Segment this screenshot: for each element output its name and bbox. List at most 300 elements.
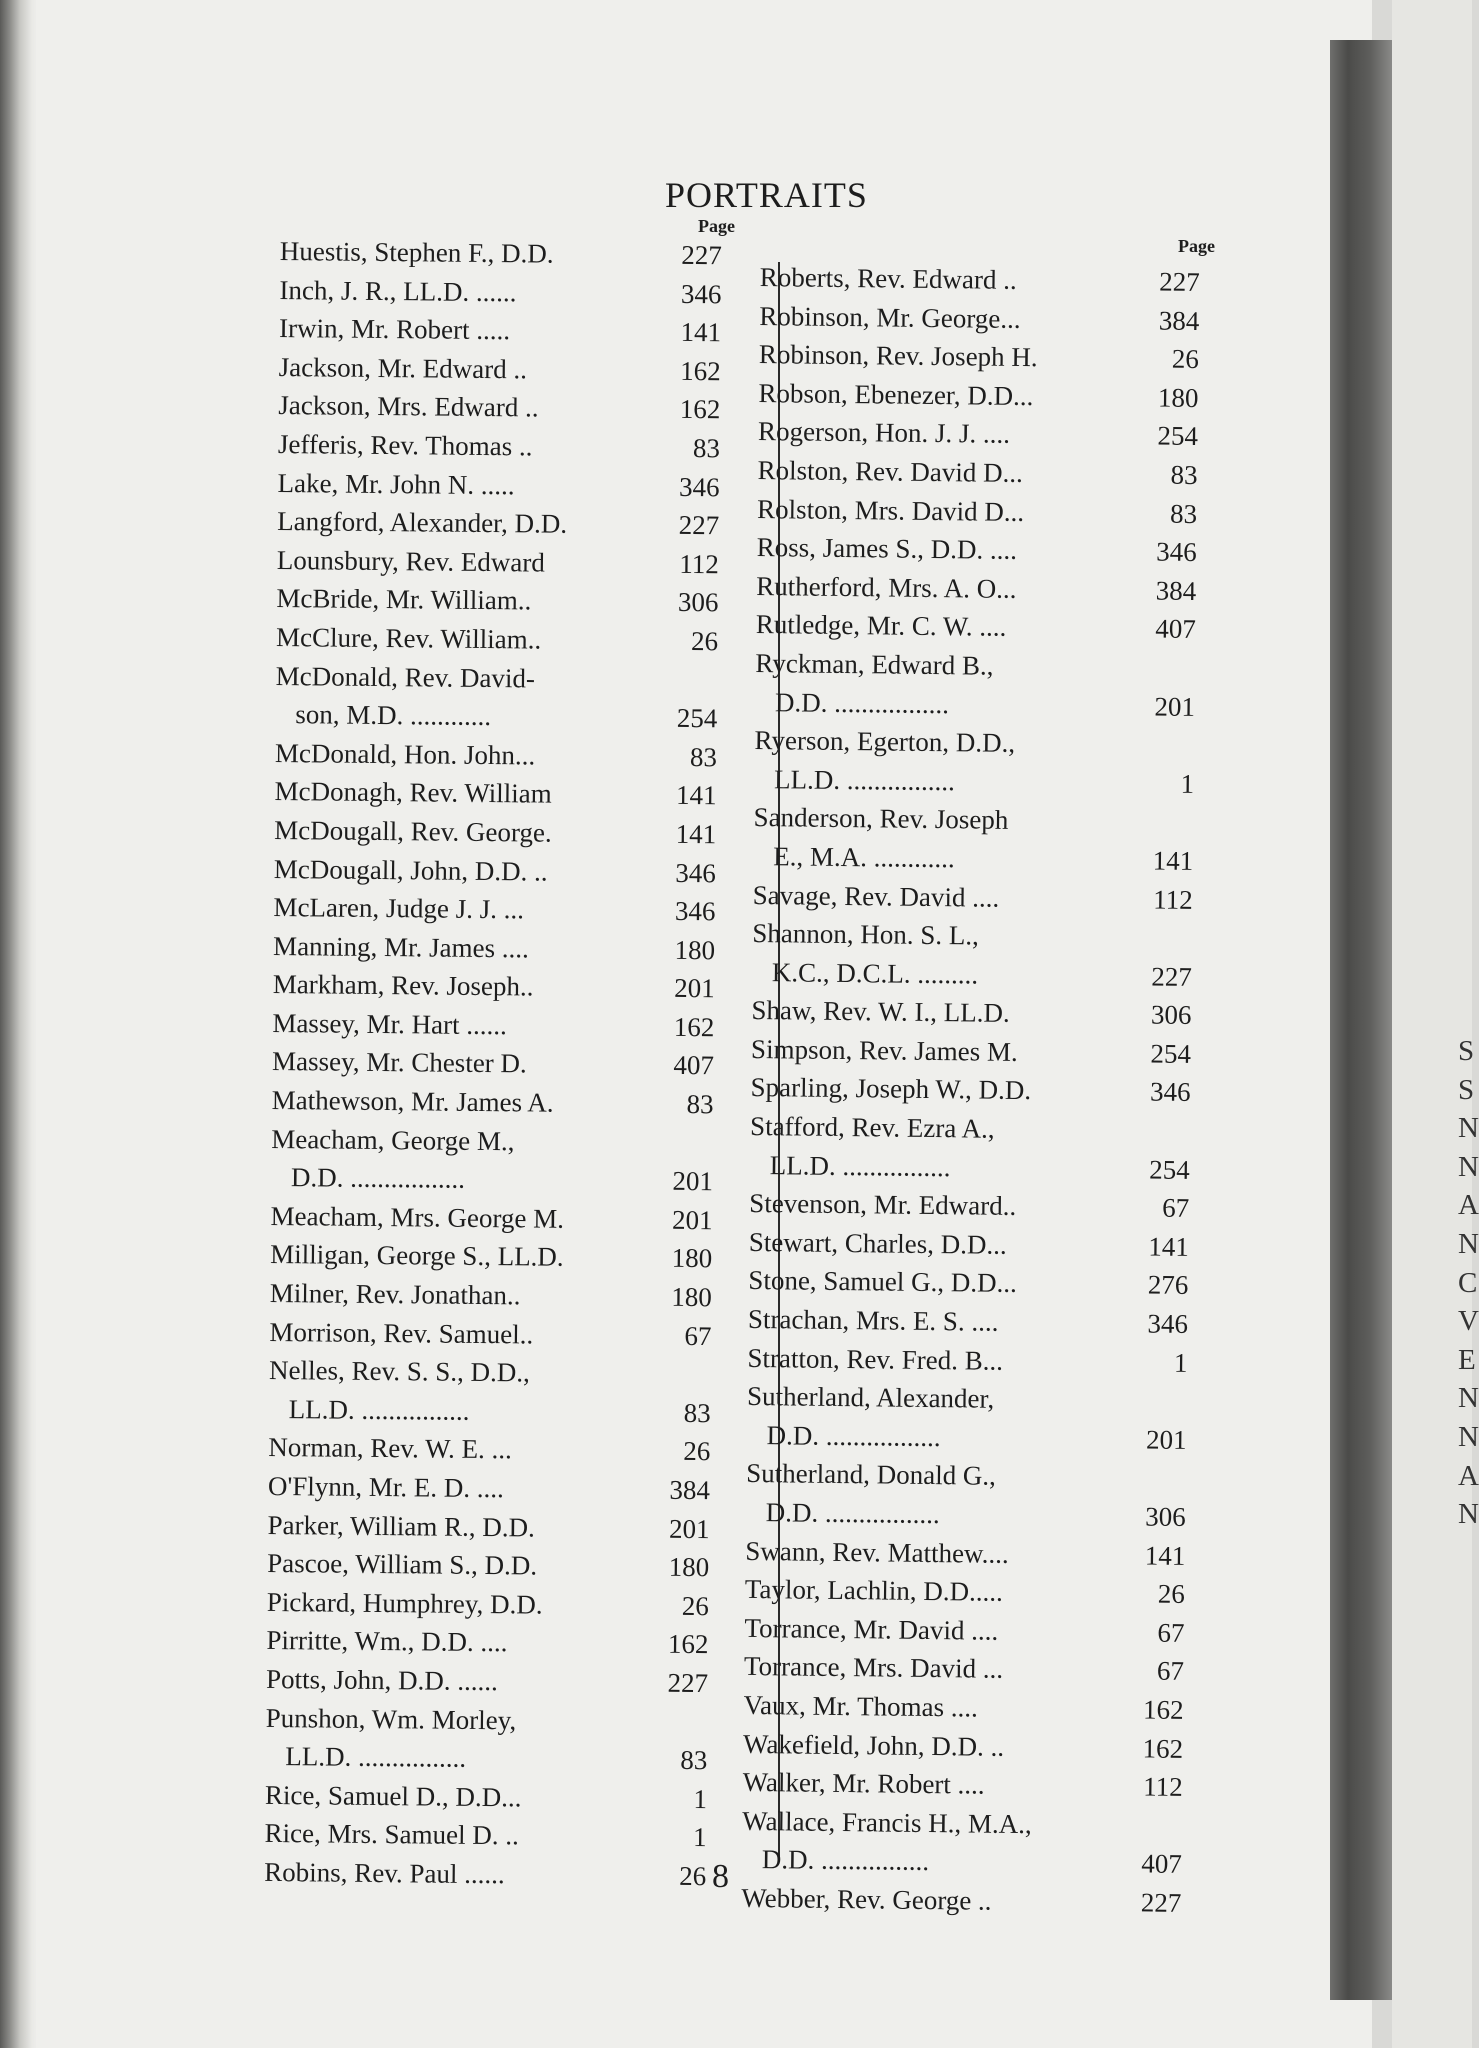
entry-name (759, 335, 1137, 378)
entry-name-line: Norman, Rev. W. E. ... (268, 1432, 512, 1465)
index-entry (749, 1223, 1189, 1267)
entry-name-line: Sparling, Joseph W., D.D. (750, 1072, 1032, 1106)
entry-page-number: 1 (1173, 1347, 1188, 1378)
right-page-column-header: Page (1178, 236, 1215, 256)
entry-name-line: Langford, Alexander, D.D. (277, 506, 568, 539)
entry-name (744, 1609, 1122, 1652)
index-entry (272, 1042, 714, 1085)
facing-page-letter: N (1458, 1150, 1479, 1183)
entry-name (749, 1223, 1127, 1266)
index-entry (759, 297, 1199, 341)
entry-name (748, 1261, 1126, 1304)
entry-page-number: 83 (692, 432, 721, 464)
entry-page-number: 384 (669, 1474, 711, 1506)
entry-name-line: McDonagh, Rev. William (274, 776, 552, 809)
entry-page-number: 227 (1151, 961, 1193, 992)
entry-name-line: Markham, Rev. Joseph.. (272, 969, 534, 1002)
entry-page-number: 180 (671, 1243, 713, 1274)
facing-page-letter: E (1458, 1343, 1476, 1376)
index-entry (751, 991, 1191, 1035)
entry-name-line: Pickard, Humphrey, D.D. (266, 1586, 543, 1620)
entry-name-line: Rogerson, Hon. J. J. .... (757, 416, 1011, 450)
entry-name-line: Irwin, Mr. Robert ..... (278, 313, 511, 346)
entry-name-line: Mathewson, Mr. James A. (271, 1085, 554, 1118)
entry-name-line: Jackson, Mr. Edward .. (278, 351, 528, 385)
entry-name-line: Stafford, Rev. Ezra A., (749, 1111, 995, 1144)
entry-name (745, 1532, 1123, 1575)
entry-name (749, 1184, 1127, 1227)
entry-name-line: Manning, Mr. James .... (273, 930, 530, 964)
entry-name-continuation: D.D. ................. (290, 1162, 466, 1195)
entry-name-line: Torrance, Mr. David .... (744, 1612, 999, 1646)
entry-name-line: Rolston, Mrs. David D... (756, 493, 1025, 527)
entry-page-number: 83 (1169, 498, 1198, 529)
entry-name (272, 1004, 652, 1046)
entry-name-line: McDougall, John, D.D. .. (273, 853, 548, 887)
entry-name-line: Potts, John, D.D. ...... (265, 1663, 499, 1697)
index-entry (745, 1570, 1185, 1614)
entry-name-line: Simpson, Rev. James M. (750, 1033, 1018, 1067)
entry-name (753, 798, 1132, 879)
index-entry (280, 232, 722, 275)
index-entry (268, 1428, 710, 1471)
entry-name-line: Taylor, Lachlin, D.D..... (744, 1574, 1004, 1608)
index-entry (756, 528, 1196, 572)
entry-name-line: Massey, Mr. Hart ...... (272, 1007, 508, 1041)
index-entry (276, 618, 718, 661)
entry-name-line: Rice, Samuel D., D.D... (264, 1779, 522, 1813)
index-entry (760, 258, 1200, 302)
book-gutter-shadow (1330, 40, 1392, 2000)
entry-page-number: 254 (1157, 420, 1199, 452)
entry-page-number: 67 (1157, 1617, 1185, 1648)
entry-name-continuation: LL.D. ................ (285, 1741, 467, 1774)
entry-page-number: 201 (672, 1166, 714, 1197)
index-entry (265, 1776, 707, 1819)
entry-name (270, 1274, 650, 1316)
entry-page-number: 306 (677, 587, 719, 618)
entry-page-number: 67 (1156, 1655, 1185, 1687)
entry-page-number: 254 (676, 702, 718, 734)
index-entry (278, 425, 720, 468)
entry-name-continuation: E., M.A. ............ (773, 841, 955, 874)
index-entry (266, 1660, 708, 1703)
entry-name (271, 1120, 652, 1201)
entry-name-line: McDougall, Rev. George. (274, 814, 552, 848)
entry-page-number: 180 (1157, 382, 1199, 413)
entry-name-line: Inch, J. R., LL.D. ...... (279, 274, 517, 307)
entry-page-number: 180 (668, 1551, 710, 1583)
entry-name (267, 1506, 647, 1548)
index-entry (275, 657, 718, 738)
entry-page-number: 276 (1147, 1269, 1189, 1301)
index-entry (746, 1377, 1187, 1459)
entry-name-line: Meacham, Mrs. George M. (270, 1200, 565, 1234)
index-entry (742, 1763, 1182, 1807)
entry-name (270, 1197, 650, 1239)
facing-page-letters (1458, 1032, 1478, 1534)
entry-name (746, 1377, 1125, 1458)
index-entry (750, 1068, 1190, 1112)
entry-name (755, 644, 1134, 725)
entry-name-line: McDonald, Hon. John... (274, 737, 536, 771)
entry-page-number: 254 (1149, 1154, 1190, 1185)
entry-name-line: Morrison, Rev. Samuel.. (269, 1316, 534, 1350)
index-entry (277, 502, 719, 545)
index-entry (267, 1506, 709, 1549)
entry-name (745, 1570, 1123, 1613)
index-entry (279, 309, 721, 352)
entry-name (267, 1544, 647, 1586)
index-entry (743, 1686, 1183, 1730)
entry-name (267, 1583, 647, 1625)
entry-name-line: Webber, Rev. George .. (741, 1882, 992, 1916)
entry-name-line: Swann, Rev. Matthew.... (745, 1535, 1009, 1569)
index-entry (279, 348, 721, 391)
entry-page-number: 162 (680, 355, 721, 387)
index-entry (756, 567, 1196, 611)
entry-page-number: 1 (693, 1783, 708, 1814)
entry-name (274, 849, 654, 891)
entry-name-line: Torrance, Mrs. David ... (743, 1651, 1004, 1685)
index-entry (744, 1609, 1184, 1653)
entry-name-continuation: LL.D. ................ (773, 763, 955, 796)
entry-page-number: 26 (683, 1436, 711, 1467)
entry-page-number: 67 (684, 1320, 712, 1351)
entry-name (279, 309, 659, 351)
entry-name-line: Jackson, Mrs. Edward .. (278, 390, 539, 423)
entry-name (264, 1814, 644, 1856)
entry-name (274, 811, 654, 853)
entry-name-continuation: D.D. ................. (774, 686, 950, 719)
entry-name (751, 1030, 1129, 1073)
entry-name (279, 348, 659, 390)
entry-name-line: Ryckman, Edward B., (755, 647, 994, 681)
entry-name-continuation: son, M.D. ............ (295, 699, 492, 732)
entry-name (747, 1339, 1125, 1382)
entry-name (278, 386, 658, 428)
entry-name-line: Wallace, Francis H., M.A., (742, 1805, 1032, 1839)
entry-page-number: 306 (1150, 999, 1192, 1031)
entry-name-line: Robinson, Mr. George... (759, 300, 1021, 334)
facing-page-letter: N (1458, 1420, 1479, 1453)
entry-name-line: Sutherland, Donald G., (746, 1458, 997, 1492)
entry-name (760, 258, 1138, 301)
entry-page-number: 83 (1170, 459, 1198, 490)
entry-name-line: Rice, Mrs. Samuel D. .. (264, 1818, 519, 1851)
entry-name (756, 605, 1134, 648)
index-entry (753, 798, 1194, 880)
index-entry (759, 335, 1199, 379)
index-entry (276, 579, 718, 622)
entry-name-line: Stratton, Rev. Fred. B... (747, 1342, 1004, 1376)
right-column-index (741, 258, 1200, 1922)
index-entry (274, 849, 716, 892)
facing-page-edge (1392, 0, 1472, 2048)
entry-name (744, 1647, 1122, 1690)
entry-page-number: 346 (678, 471, 720, 502)
index-entry (749, 1184, 1189, 1228)
entry-name (269, 1313, 649, 1355)
entry-name-continuation: LL.D. ................ (288, 1393, 470, 1426)
entry-name-line: Parker, William R., D.D. (267, 1509, 536, 1543)
entry-name (759, 297, 1137, 340)
entry-page-number: 227 (667, 1667, 709, 1699)
index-entry (270, 1197, 712, 1240)
entry-page-number: 227 (1140, 1887, 1182, 1918)
entry-page-number: 201 (1145, 1424, 1187, 1455)
index-entry (270, 1274, 712, 1317)
index-entry (749, 1107, 1190, 1189)
entry-page-number: 26 (679, 1860, 707, 1892)
entry-page-number: 67 (1162, 1192, 1190, 1224)
entry-name (268, 1428, 648, 1470)
entry-name-continuation: K.C., D.C.L. ......... (771, 956, 979, 990)
entry-page-number: 1 (1180, 768, 1195, 799)
entry-page-number: 162 (679, 394, 721, 425)
entry-name (746, 1454, 1125, 1535)
entry-page-number: 201 (671, 1204, 713, 1236)
entry-page-number: 407 (1155, 613, 1196, 645)
facing-page-letter: A (1458, 1459, 1479, 1492)
entry-name-line: Milligan, George S., LL.D. (270, 1239, 564, 1273)
index-entry (269, 1313, 711, 1356)
index-entry (277, 541, 719, 584)
entry-name (277, 464, 657, 506)
entry-page-number: 141 (680, 317, 722, 348)
entry-name-line: Stone, Samuel G., D.D... (748, 1265, 1018, 1299)
entry-name (273, 965, 653, 1007)
entry-page-number: 201 (668, 1513, 710, 1544)
entry-name-line: McLaren, Judge J. J. ... (273, 892, 525, 925)
entry-name-line: Nelles, Rev. S. S., D.D., (268, 1355, 530, 1388)
entry-name-line: Jefferis, Rev. Thomas .. (277, 428, 533, 462)
entry-name (754, 721, 1133, 802)
entry-name-line: Stevenson, Mr. Edward.. (749, 1188, 1017, 1222)
entry-name-line: Robins, Rev. Paul ...... (264, 1856, 505, 1890)
facing-page-letter: N (1458, 1498, 1479, 1531)
entry-name-line: Sanderson, Rev. Joseph (753, 802, 1009, 836)
index-entry (746, 1454, 1187, 1536)
index-entry (265, 1698, 708, 1779)
facing-page-letter: A (1458, 1189, 1479, 1222)
entry-name-line: Rutledge, Mr. C. W. .... (755, 609, 1007, 643)
entry-name (743, 1686, 1121, 1729)
entry-page-number: 346 (674, 895, 716, 927)
entry-name-line: Milner, Rev. Jonathan.. (269, 1277, 521, 1311)
entry-page-number: 346 (1156, 536, 1197, 568)
entry-name-line: Rutherford, Mrs. A. O... (756, 570, 1017, 604)
entry-name (741, 1879, 1119, 1922)
index-entry (271, 1120, 714, 1201)
entry-page-number: 112 (1153, 884, 1193, 915)
entry-page-number: 141 (675, 818, 717, 850)
index-entry (744, 1647, 1184, 1691)
entry-name (270, 1235, 650, 1277)
index-entry (758, 412, 1198, 456)
facing-page-letter: N (1458, 1112, 1479, 1145)
facing-page-letter: S (1458, 1035, 1475, 1067)
entry-name (758, 412, 1136, 455)
index-entry (742, 1802, 1183, 1884)
facing-page-letter: V (1458, 1305, 1479, 1338)
entry-name (265, 1776, 645, 1818)
entry-page-number: 227 (681, 239, 722, 271)
entry-name (743, 1724, 1121, 1767)
entry-name-line: O'Flynn, Mr. E. D. .... (267, 1470, 504, 1504)
entry-page-number: 180 (674, 934, 716, 965)
entry-name (273, 927, 653, 969)
entry-name-line: Shannon, Hon. S. L., (752, 918, 980, 951)
entry-name (742, 1802, 1121, 1883)
entry-name-line: Pascoe, William S., D.D. (267, 1548, 538, 1581)
entry-page-number: 162 (1142, 1733, 1184, 1764)
entry-name (752, 914, 1131, 995)
entry-page-number: 83 (683, 1397, 711, 1429)
index-entry (273, 927, 715, 970)
entry-page-number: 346 (675, 857, 717, 888)
entry-page-number: 227 (678, 509, 720, 541)
entry-name-line: Shaw, Rev. W. I., LL.D. (751, 995, 1010, 1029)
entry-page-number: 227 (1159, 266, 1200, 297)
index-entry (757, 451, 1197, 495)
entry-page-number: 141 (1144, 1540, 1186, 1571)
entry-name (753, 875, 1131, 918)
index-entry (752, 914, 1193, 996)
entry-name-line: Roberts, Rev. Edward .. (759, 261, 1017, 295)
entry-page-number: 407 (673, 1050, 715, 1081)
entry-page-number: 201 (674, 973, 715, 1004)
entry-name-line: Massey, Mr. Chester D. (271, 1046, 527, 1079)
entry-name-line: Huestis, Stephen F., D.D. (279, 235, 554, 269)
entry-page-number: 384 (1155, 575, 1197, 606)
index-entry (274, 811, 716, 854)
entry-page-number: 26 (681, 1590, 709, 1621)
index-entry (755, 644, 1196, 726)
left-page-column-header: Page (698, 216, 735, 236)
entry-page-number: 26 (690, 625, 719, 657)
index-entry (757, 490, 1197, 534)
index-entry (267, 1583, 709, 1626)
entry-page-number: 306 (1145, 1501, 1186, 1532)
entry-name (280, 232, 660, 274)
entry-name-line: Ross, James S., D.D. .... (756, 532, 1018, 566)
entry-name (751, 991, 1129, 1034)
entry-name (756, 567, 1134, 610)
facing-page-letter: N (1458, 1227, 1479, 1260)
entry-name (277, 502, 657, 544)
entry-name (742, 1763, 1120, 1806)
entry-name (269, 1351, 650, 1432)
entry-name (276, 618, 656, 660)
entry-page-number: 83 (686, 1089, 714, 1120)
entry-name (278, 425, 658, 467)
entry-name-continuation: D.D. ................ (761, 1844, 930, 1877)
index-entry (279, 271, 721, 314)
entry-name (750, 1068, 1128, 1111)
index-entry (741, 1879, 1181, 1923)
page-title: PORTRAITS (665, 175, 868, 216)
entry-name-line: Meacham, George M., (271, 1123, 515, 1156)
entry-name (749, 1107, 1128, 1188)
left-column-index (264, 232, 722, 1896)
index-entry (273, 965, 715, 1008)
entry-name-line: Wakefield, John, D.D. .. (742, 1728, 1005, 1762)
entry-name-line: Lake, Mr. John N. ..... (277, 467, 515, 500)
index-entry (747, 1339, 1187, 1383)
index-entry (271, 1081, 713, 1124)
entry-name-line: Vaux, Mr. Thomas .... (743, 1689, 978, 1723)
index-entry (748, 1300, 1188, 1344)
entry-name-line: Punshon, Wm. Morley, (265, 1702, 517, 1735)
index-entry (758, 374, 1198, 418)
index-entry (278, 386, 720, 429)
entry-name-line: McClure, Rev. William.. (275, 621, 542, 655)
entry-name (268, 1467, 648, 1509)
entry-page-number: 83 (680, 1745, 708, 1776)
index-entry (275, 734, 717, 777)
entry-name (273, 888, 653, 930)
entry-name (758, 374, 1136, 417)
index-entry (268, 1467, 710, 1510)
entry-page-number: 141 (1148, 1231, 1189, 1262)
entry-page-number: 346 (680, 278, 722, 309)
entry-name (279, 271, 659, 313)
entry-name (275, 734, 655, 776)
facing-page-letter: S (1458, 1073, 1475, 1106)
entry-name (266, 1621, 646, 1663)
entry-name-continuation: D.D. ................. (766, 1419, 941, 1452)
entry-page-number: 346 (1149, 1076, 1191, 1108)
entry-name-line: Sutherland, Alexander, (746, 1381, 995, 1414)
index-entry (756, 605, 1196, 649)
entry-page-number: 201 (1154, 691, 1196, 722)
entry-page-number: 180 (671, 1281, 712, 1313)
entry-page-number: 141 (1152, 845, 1194, 876)
entry-page-number: 346 (1147, 1308, 1189, 1339)
entry-page-number: 162 (667, 1629, 709, 1660)
entry-name-line: Pirritte, Wm., D.D. .... (266, 1625, 508, 1658)
index-entry (751, 1030, 1191, 1074)
facing-page-letter: C (1458, 1266, 1478, 1299)
entry-name-line: Walker, Mr. Robert .... (742, 1767, 985, 1800)
entry-name (264, 1853, 644, 1895)
entry-page-number: 26 (1157, 1578, 1186, 1610)
entry-name (757, 451, 1135, 494)
entry-name-line: McBride, Mr. William.. (276, 583, 532, 616)
entry-page-number: 162 (1142, 1694, 1184, 1725)
entry-name-continuation: LL.D. ................ (769, 1149, 951, 1182)
entry-name-line: Lounsbury, Rev. Edward (276, 544, 545, 578)
entry-name-line: Savage, Rev. David .... (752, 879, 1000, 913)
index-entry (267, 1544, 709, 1587)
entry-page-number: 384 (1158, 305, 1200, 336)
entry-page-number: 141 (675, 780, 717, 811)
entry-name (271, 1081, 651, 1123)
index-entry (753, 875, 1193, 919)
entry-page-number: 112 (679, 548, 719, 579)
entry-name (277, 541, 657, 583)
entry-name-continuation: D.D. ................. (765, 1497, 940, 1530)
entry-name (276, 579, 656, 621)
index-entry (745, 1532, 1185, 1576)
entry-page-number: 1 (692, 1822, 707, 1853)
index-entry (270, 1235, 712, 1278)
entry-name (274, 772, 654, 814)
index-entry (272, 1004, 714, 1047)
facing-page-letter: N (1458, 1382, 1479, 1415)
entry-name (757, 490, 1135, 533)
